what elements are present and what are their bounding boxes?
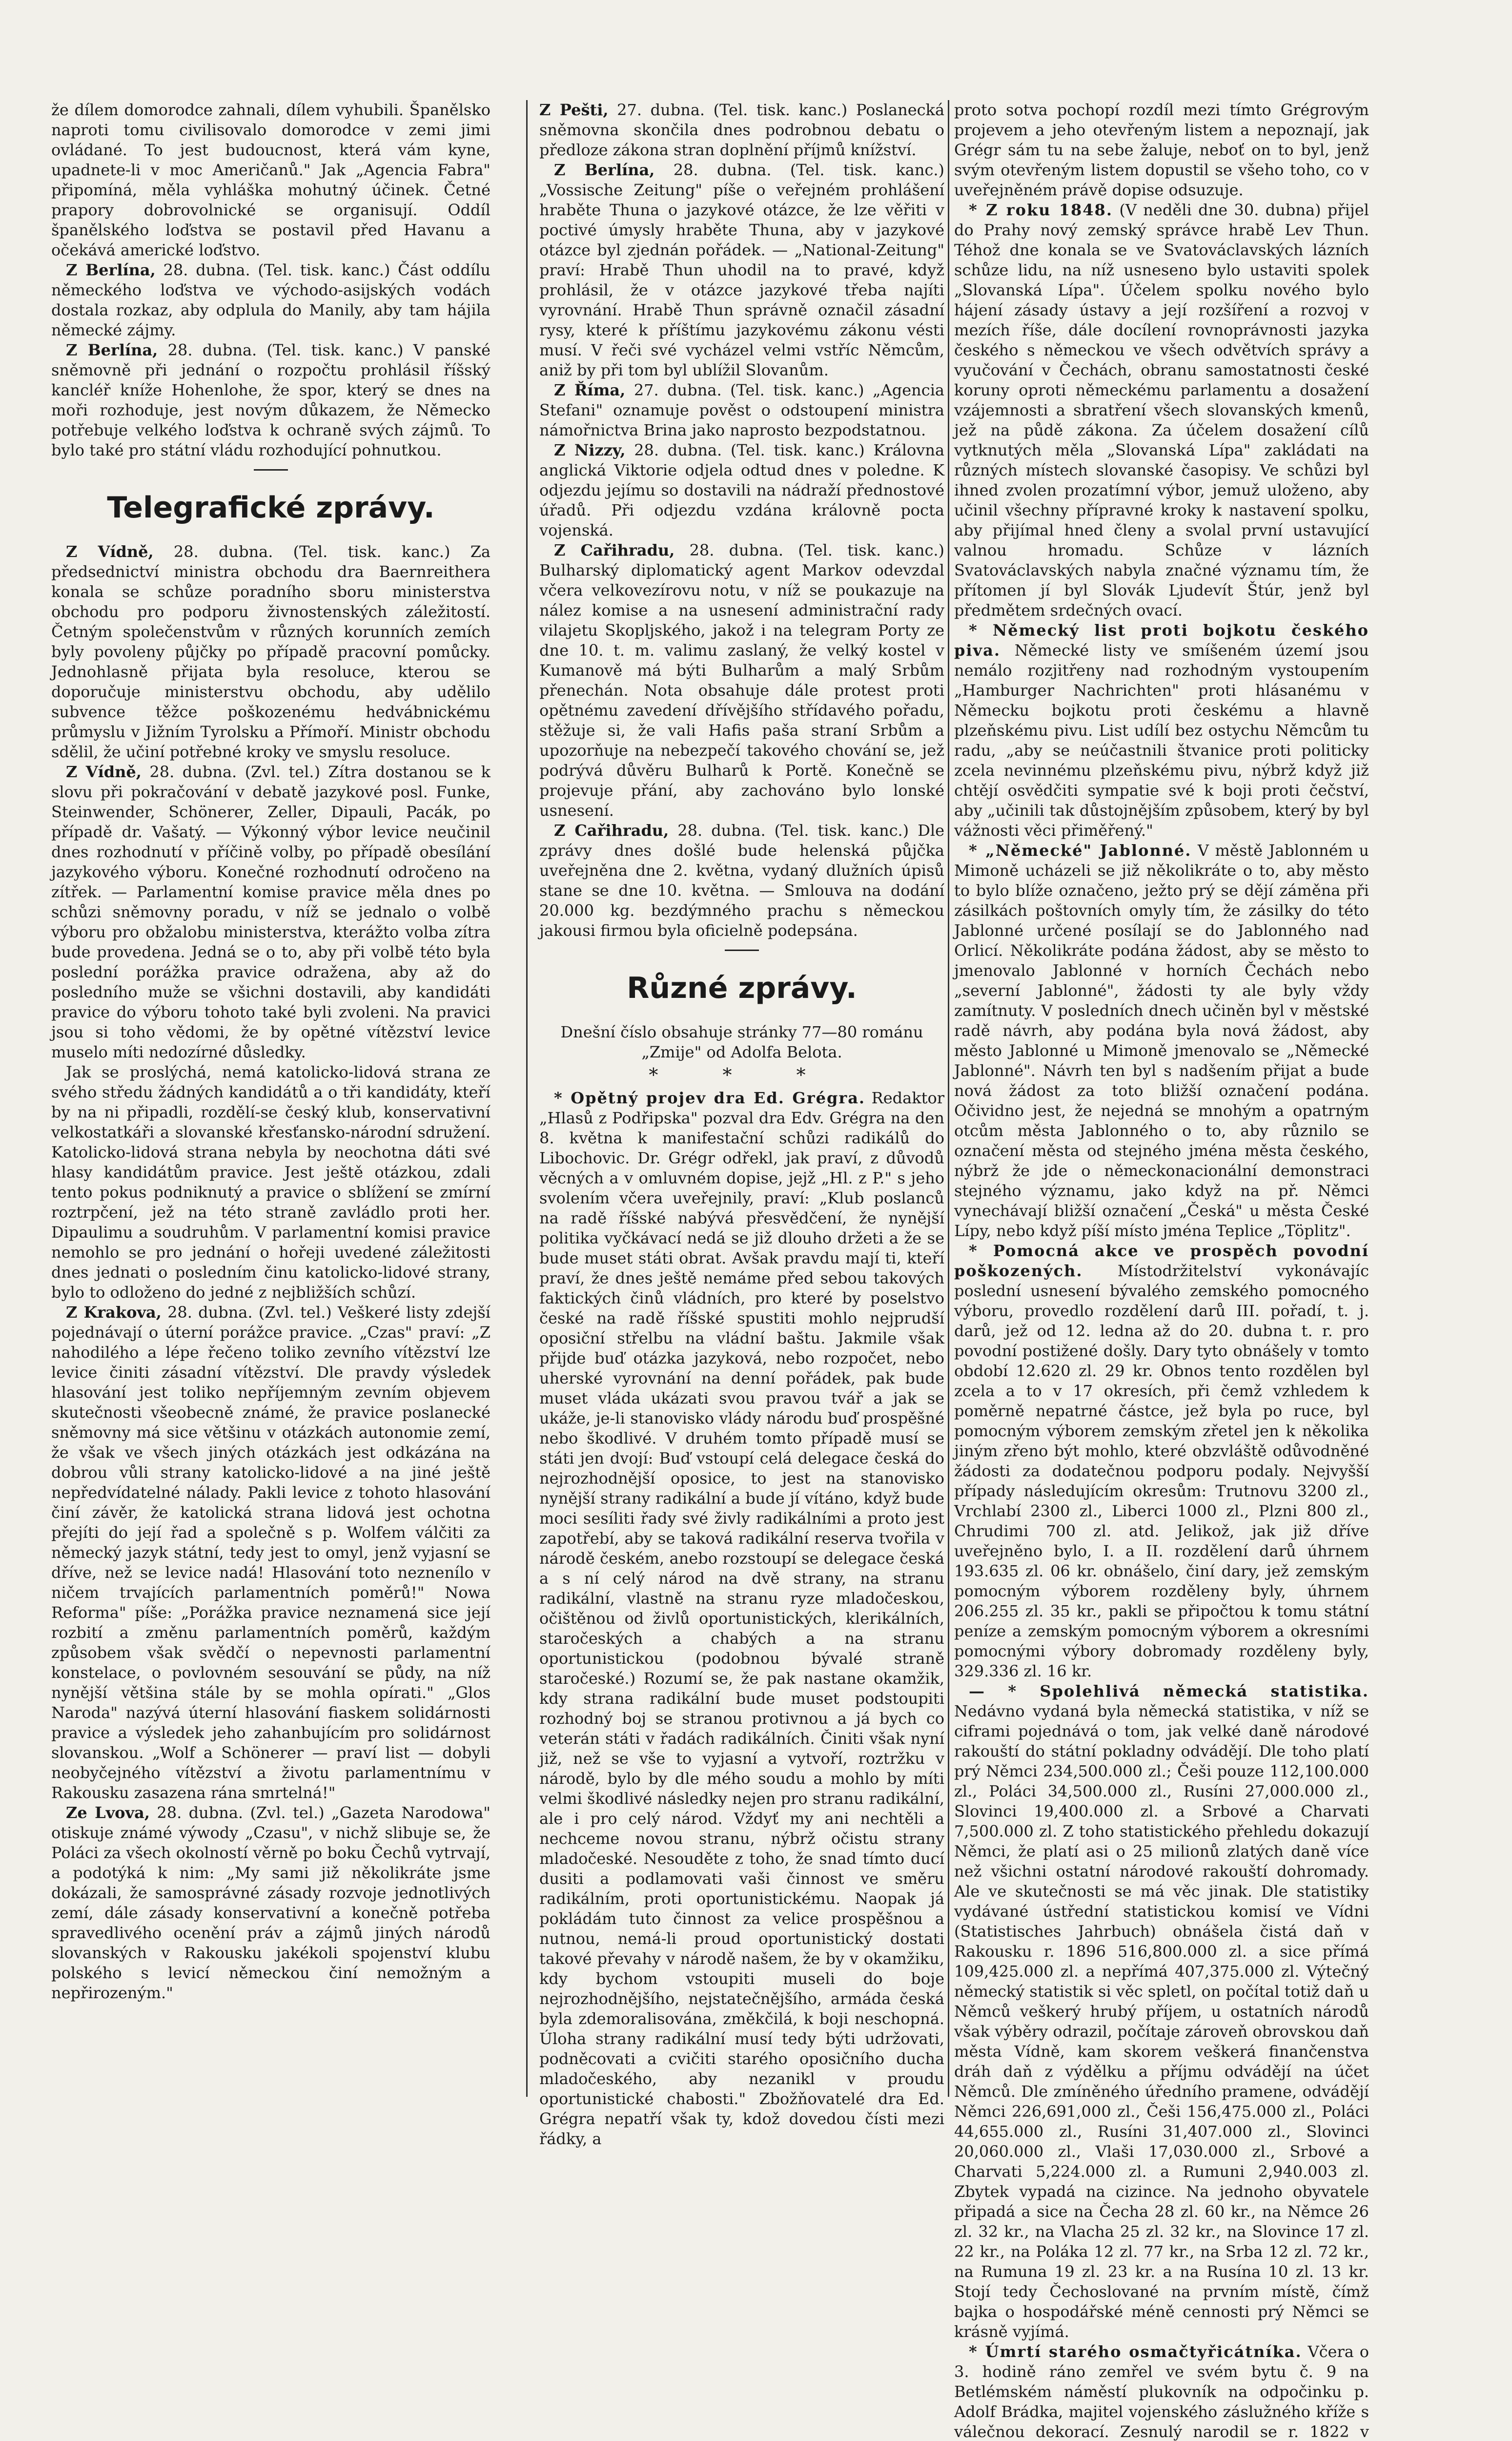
telegram-text: 28. dubna. (Zvl. tel.) „Gazeta Narodowa" otiskuje známé výwody „Czasu", v nichž slibuje se, že Poláci za všech okolností věrně po boku Čechů vytrvají, a podotýká k nim: „My sami již několikráte jsme dokázali, že samosprávné zásady rozvoje jednotlivých zemí, dále zásady konservativní a konečně potřeba spravedlivého ocenění práv a zájmů jiných národů slovanských v Rakousku jakékoli spojenství klubu polského s levicí německou činí nemožným a nepřirozeným." (51, 1803, 491, 2002)
telegram-item (51, 1803, 490, 2003)
news-text: Místodržitelství vykonávajíc poslední usnesení bývalého zemského pomocného výboru, provedlo rozdělení darů III. pořadí, t. j. darů, jež od 12. ledna až do 20. dubna t. r. pro povodní postižené došly. Dary tyto obnášely v tomto období 12.620 zl. 29 kr. Obnos tento rozdělen byl zcela a to v 17 okresích, při čemž vzhledem k poměrně nepatrné částce, jež byla po ruce, byl pomocným výborem zemským zřetel jen k několika jiným zřeno být mohlo, které obzvláště odůvodněné žádosti za dodatečnou podporu podaly. Nejvyšší případy následujícím okresům: Trutnovu 3200 zl., Vrchlabí 2300 zl., Liberci 1000 zl., Plzni 800 zl., Chrudimi 700 zl. atd. Jelikož, jak již dříve uveřejněno bylo, I. a II. rozdělení darů úhrnem 193.635 zl. 06 kr. obnášelo, činí dary, jež zemským pomocným výborem rozděleny byly, úhrnem 206.255 zl. 35 kr., pakli se připočtou k tomu státní peníze a zemským pomocným výborem a okresními pomocnými výbory dobromady rozděleny byly, 329.336 zl. 16 kr. (954, 1262, 1369, 1680)
telegram-item (539, 160, 944, 380)
telegram-item (51, 260, 490, 340)
news-text: Včera o 3. hodině ráno zemřel ve svém bytu č. 9 na Betlémském náměstí plukovník na odpočinku p. Adolf Brádka, majitel vojenského záslužného kříže s válečnou dekorací. Zesnulý narodil se r. 1822 v (954, 2342, 1369, 2441)
news-title: * Z roku 1848. (969, 201, 1113, 219)
telegram-item (539, 540, 944, 821)
telegram-text: 27. dubna. (Tel. tisk. kanc.) „Agencia Stefani" oznamuje pověst o odstoupení ministra námořnictva Brina jako naprosto bezpodstatnou. (539, 381, 945, 439)
telegram-item (51, 340, 490, 460)
news-title: * Německý list proti bojkotu českého piva. (954, 621, 1369, 660)
news-text: Nedávno vydaná byla německá statistika, v níž se ciframi pojednává o tom, jak velké daně národové rakouští do státní pokladny odvádějí. Dle toho platí prý Němci 234,500.000 zl.; Češi pouze 112,100.000 zl., Poláci 34,500.000 zl., Rusíni 27,000.000 zl., Slovinci 19,400.000 zl. a Srbové a Charvati 7,500.000 zl. Z toho statistického přehledu dokazují Němci, že platí asi o 25 milionů zlatých daně více než všichni ostatní národové rakouští dohromady. Ale ve skutečnosti se má věc jinak. Dle statistiky vydávané ústřední statistickou komisí ve Vídni (Statistisches Jahrbuch) obnášela čistá daň v Rakousku r. 1896 516,800.000 zl. a sice přímá 109,425.000 zl. a nepřímá 407,375.000 zl. Výtečný německý statistik si věc spletl, on počítal totiž daň u Němců veškerý hrubý příjem, u ostatních národů však výběry odrazil, počítaje zároveň obrovskou daň města Vídně, kam skorem veškerá finančenstva dráh daň z výdělku a příjmu odvádějí na účet Němců. Dle zmíněného úředního pramene, odvádějí Němci 226,691,000 zl., Češi 156,475.000 zl., Poláci 44,655.000 zl., Rusíni 31,407.000 zl., Slovinci 20,060.000 zl., Vlaši 17,030.000 zl., Srbové a Charvati 5,224.000 zl. a Rumuni 2,940.003 zl. Zbytek vypadá na cizince. Na jednoho obyvatele připadá a sice na Čecha 28 zl. 60 kr., na Němce 26 zl. 32 kr., na Vlacha 25 zl. 32 kr., na Slovince 17 zl. 22 kr., na Poláka 12 zl. 77 kr., na Srba 12 zl. 72 kr., na Rumuna 19 zl. 23 kr. a na Rusína 10 zl. 13 kr. Stojí tedy Čechoslované na prvním místě, čímž bajka o hospodářské méně cennosti prý Němci se krásně vyjímá. (954, 1702, 1369, 2341)
telegram-item (539, 380, 944, 440)
news-title: * Pomocná akce ve prospěch povodní poškozených. (954, 1241, 1369, 1280)
column-rule (526, 100, 528, 2097)
notice-text: Dnešní číslo obsahuje stránky 77—80 románu „Zmije" od Adolfa Belota. (560, 1023, 923, 1061)
news-title: * „Německé" Jablonné. (969, 841, 1192, 860)
news-item (954, 621, 1369, 841)
column-middle (539, 100, 945, 2148)
telegram-item (539, 821, 944, 941)
telegram-item (51, 542, 490, 762)
place-label: Z Berlína, (554, 161, 655, 179)
place-label: Z Berlína, (66, 261, 156, 279)
telegram-item (539, 440, 944, 540)
news-item (954, 841, 1369, 1241)
telegram-text: 27. dubna. (Tel. tisk. kanc.) Poslanecká sněmovna skončila dnes podrobnou debatu o předloze zákona stran doplnění příjmů knížství. (539, 101, 945, 159)
telegram-text: 28. dubna. (Tel. tisk. kanc.) Za předsednictví ministra obchodu dra Baernreithera konala se schůze poradního sboru ministerstva obchodu pro podporu živnostenských záležitostí. Četným společenstvům v různých korunních zemích byly povoleny půjčky po případě pracovní pomůcky. Jednohlasně přijata byla resoluce, kterou se doporučuje ministerstvu obchodu, aby udělilo subvence těžce poškozenému hedvábnickému průmyslu v Jižním Tyrolsku a Přímoří. Ministr obchodu sdělil, že učiní potřebné kroky ve smyslu resoluce. (51, 542, 491, 761)
article-text: Jak se proslýchá, nemá katolicko-lidová strana ze svého středu žádných kandidátů a o tři kandidáty, kteří by na ni připadli, rozdělí-se český klub, konservativní velkostatkáři a slovanské křesťansko-národní sdružení. Katolicko-lidová strana nebyla by neochotna dáti své hlasy kandidátům pravice. Jest ještě otázkou, zdali tento pokus podniknutý a pravice o sblížení se zmírní roztrpčení, jež na této straně zavládlo proti her. Dipaulimu a soudruhům. V parlamentní komisi pravice nemohlo se pro jednání o hořeji uvedené záležitosti dnes jednati o posledním činu katolicko-lidové strany, bylo to odloženo do jedné z nejbližších schůzí. (51, 1063, 490, 1302)
place-label: Z Nizzy, (554, 441, 626, 459)
news-item (539, 1088, 944, 2149)
star-divider: * * * (649, 1064, 835, 1086)
news-item (954, 200, 1369, 621)
article-text: že dílem domorodce zahnali, dílem vyhubili. Španělsko naproti tomu civilisovalo domorodce v zemi jimi ovládané. To jest budoucnost, která vám kyne, upadnete-li v moc Američanů." Jak „Agencia Fabra" připomíná, měla vyhláška mohutný účinek. Četné prapory dobrovolnické se organisují. Oddíl španělského loďstva se postavil před Havanu a očekává americké loďstvo. (51, 101, 490, 259)
telegram-text: 28. dubna. (Tel. tisk. kanc.) Královna anglická Viktorie odjela odtud dnes v poledne. K odjezdu jejímu so dostavili na nádraží přednostové úřadů. Při odjezdu vzdána královně pocta vojenská. (539, 441, 945, 539)
news-title: * Opětný projev dra Ed. Grégra. (554, 1089, 866, 1107)
telegram-item (51, 762, 490, 1062)
telegram-text: 28. dubna. (Zvl. tel.) Veškeré listy zdejší pojednávají o úterní porážce pravice. „Czas" praví: „Z nahodilého a lépe řečeno toliko zevního vítězství lze levice činiti zásadní vítězství. Dle pravdy výsledek hlasování jest toliko nepříjemným zevním objevem skutečnosti všeobecně známé, že pravice poslanecké sněmovny má sice většinu v otázkách autonomie zemí, že však ve všech jiných otázkách jest odkázána na dobrou vůli strany katolicko-lidové a na jiné ještě nepředvídatelné nálady. Pakli levice z tohoto hlasování činí závěr, že katolická strana lidová jest ochotna přejíti do její řad a společně s p. Wolfem válčiti za německý jazyk státní, tedy jest to omyl, jenž vyjasní se dříve, než se levice nadá! Hlasování toto neznenílo v ničem trvajících parlamentních poměrů!" Nowa Reforma" píše: „Porážka pravice neznamená sice její rozbití a změnu parlamentních poměrů, každým způsobem však svědčí o nepevnosti parlamentní konstelace, o povlovném sesouvání se půdy, na níž nynější většina stále by se mohla opírati." „Glos Naroda" nazývá úterní hlasování fiaskem solidárnosti pravice a výsledek jeho zahanbujícím pro solidárnost slovanskou. „Wolf a Schönerer — praví list — dobyli neobyčejného vítězství a životu parlamentnímu v Rakousku zasazena rána smrtelná!" (51, 1303, 491, 1802)
news-text: Redaktor „Hlasů z Podřipska" pozval dra Edv. Grégra na den 8. května k manifestační schůzi radikálů do Libochovic. Dr. Grégr odřekl, jak praví, z důvodů věcných a v omluvném dopise, jejž „Hl. z P." s jeho svolením včera uveřejnily, praví: „Klub poslanců na radě říšské nabývá přesvědčení, že nynější politika vyčkávací nedá se již dlouho držeti a že se bude muset státi obrat. Avšak pravdu mají ti, kteří praví, že dnes ještě nemáme před sebou takových faktických činů vládních, pro které by poselstvo české na radě říšské spustiti mohlo nejprudší oposiční střelbu na vládní baštu. Jakmile však přijde buď otázka jazyková, nebo rozpočet, nebo uherské vyrovnání na denní pořádek, pak bude muset vláda ukázati svou pravou tvář a jak se ukáže, je-li stanovisko vlády národu buď prospěšné nebo škodlivé. V druhém tomto případě musí se státi jen dvojí: Buď vstoupí celá delegace česká do nejrozhodnější oposice, to jest na stanovisko nynější strany radikální a bude jí vítáno, když bude moci sesíliti řady své živly radikálními a proto jest zapotřebí, aby se taková radikální reserva tvořila v národě českém, anebo rozstoupí se delegace česká a s ní celý národ na dvě strany, na stranu radikální, vlastně na stranu ryze mladočeskou, očištěnou od živlů oportunistických, klerikálních, staročeských a chabých a na stranu oportunistickou (podobnou bývalé straně staročeské.) Rozumí se, že pak nastane okamžik, kdy strana radikální bude muset podstoupiti rozhodný boj se stranou protivnou a já bych co veterán státi v řadách radikálních. Činiti však nyní již, než se vše to vyjasní a vytvoří, roztržku v národě, bylo by dle mého soudu a mohlo by míti velmi škodlivé následky nejen pro stranu radikální, ale i pro celý národ. Vždyť my ani nechtěli a nechceme novou stranu, nýbrž očistu strany mladočeské. Nesouděte z toho, že snad tímto ducí dusiti a podlamovati vaši činnost ve směru radikálním, proti oportunistickému. Naopak já pokládám tuto činnost za velice prospěšnou a nutnou, nemá-li proud oportunistický dostati takové převahy v národě našem, že by v okamžiku, kdy bychom vstoupiti museli do boje nejrozhodnějšího, nejstatečnějšího, armáda česká byla zdemoralisována, změkčilá, k boji neschopná. Úloha strany radikální musí tedy býti udržovati, podněcovati a cvičiti starého oposičního ducha mladočeského, aby nezanikl v proudu oportunistické chabosti." Zbožňovatelé dra Ed. Grégra nepatří však ty, kdož dovedou čísti mezi řádky, a (539, 1089, 945, 2148)
news-text: Německé listy ve smíšeném území jsou nemálo rozjitřeny nad rozhodným vystoupením „Hamburger Nachrichten" proti hlásanému v Německu bojkotu proti českému a hlavně plzeňskému pivu. List udílí bez ostychu Němcům tu radu, „aby se neúčastnili štvanice proti politicky zcela nevinnému plzeňskému pivu, nýbrž když již chtějí osvědčiti sympatie své k boji proti čečství, aby „učinili tak důstojnějším způsobem, který by byl vážnosti věci přiměřený." (954, 641, 1369, 840)
news-title: — * Spolehlivá německá statistika. (969, 1682, 1369, 1700)
place-label: Z Krakova, (66, 1303, 162, 1322)
section-heading-news: Různé zprávy. (627, 971, 857, 1005)
place-label: Z Pešti, (539, 101, 609, 119)
column-rule (948, 100, 949, 2097)
place-label: Z Vídně, (66, 763, 142, 781)
place-label: Z Říma, (554, 381, 626, 399)
news-title: * Úmrtí starého osmačtyřicátníka. (969, 2342, 1302, 2361)
telegram-text: 28. dubna. (Zvl. tel.) Zítra dostanou se k slovu při pokračování v debatě jazykové posl. Funke, Steinwender, Schönerer, Zeller, Dipauli, Pacák, po případě dr. Vašatý. — Výkonný výbor levice neučinil dnes rozhodnutí v příčině volby, po případě obesílání jazykového výboru. Konečné rozhodnutí odročeno na zítřek. — Parlamentní komise pravice měla dnes po schůzi sněmovny poradu, v níž se jednalo o volbě výboru pro obžalobu ministerstva, kterážto volba zítra bude provedena. Jedná se o to, aby při volbě této byla poslední porážka pravice odražena, aby až do posledního muže se všichni dostavili, aby kandidáti pravice do výboru tohoto také byli zvoleni. Na pravici jsou si toho vědomi, že by opětné vítězství levice muselo míti nedozírné důsledky. (51, 763, 491, 1061)
telegram-item (539, 100, 944, 160)
telegram-text: 28. dubna. (Tel. tisk. kanc.) Bulharský diplomatický agent Markov odevzdal včera velkovezírovu notu, v níž se poukazuje na nález komise a na usnesení administrační rady vilajetu Skopljského, jakož i na telegram Porty ze dne 10. t. m. valimu zaslaný, že velký kostel v Kumanově má býti Bulharům a malý Srbům přenechán. Nota obsahuje dále protest proti opětnému zavedení dřívějšího střídavého pořadu, stěžuje si, že vali Hafis paša straní Srbům a upozorňuje na nebezpečí takového chování se, jež podrývá důvěru Bulharů k Portě. Konečně se projevuje přání, aby zachováno bylo lonské usnesení. (539, 541, 945, 820)
telegram-text: 28. dubna. (Tel. tisk. kanc.) V panské sněmovně při jednání o rozpočtu prohlásil říšský kancléř kníže Hohenlohe, že spor, který se dnes na moři rozhoduje, jest novým důkazem, že Německo potřebuje velkého loďstva k ochraně svých zájmů. To bylo také pro státní vládu rozhodující pohnutkou. (51, 341, 491, 459)
section-heading-telegrams: Telegrafické zprávy. (107, 491, 435, 525)
news-text: (V neděli dne 30. dubna) přijel do Prahy nový zemský správce hrabě Lev Thun. Téhož dne konala se ve Svatováclavských lázních schůze lidu, na níž usneseno bylo ustaviti spolek „Slovanská Lípa". Účelem spolku nového bylo hájení zásady ústavy a její rozšíření a rozvoj v mezích říše, dále docílení rovnoprávnosti jazyka českého s německou ve všech odvětvích správy a vyučování v Čechách, obranu samostatnosti české koruny oproti německému parlamentu a dosažení vzájemnosti a sbratření všech slovanských kmenů, jež na půdě zákona. Za účelem dosažení cílů vytknutých měla „Slovanská Lípa" zakládati na různých místech slovanské časopisy. Ve schůzi byl ihned zvolen prozatímní výbor, jemuž uloženo, aby učinil všechny přípravné kroky k nastavení spolku, aby přijímal hned členy a svolal první ustavující valnou hromadu. Schůze v lázních Svatováclavských nabyla značné významu tím, že přítomen jí byl Slovák Ljudevít Štúr, jenž byl předmětem srdečných ovací. (954, 201, 1369, 620)
section-divider (725, 950, 759, 951)
news-text: V městě Jablonném u Mimoně ucházeli se již několikráte o to, aby město to bylo blíže označeno, ježto prý se dějí záměna při zásilkách poštovních omyly tím, že zásilky do této Jablonné určené posílají se do Jablonného nad Orlicí. Několikráte podána žádost, aby se město to jmenovalo Jablonné v horních Čechách nebo „severní Jablonné", žádosti ty ale byly vždy zamítnuty. V posledních dnech učiněn byl v městské radě návrh, aby podána byla nová žádost, aby město Jablonné u Mimoně jmenovalo se „Německé Jablonné". Návrh ten byl s nadšením přijat a bude nová žádost za toto bližší označení podána. Očividno jest, že nejedná se mnohým a opatrným otcům města Jablonného o to, aby různilo se označení města od stejného jména města českého, nýbrž že jde o německonacionální demonstraci stejného významu, jako když na př. Němci vynechávají bližší označení „Česká" u města České Lípy, nebo když píší místo jména Teplice „Töplitz". (954, 841, 1369, 1240)
section-divider (254, 469, 288, 471)
telegram-text: 28. dubna. (Tel. tisk. kanc.) Dle zprávy dnes došlé bude helenská půjčka uveřejněna dne 2. května, vydaný dlužních úpisů stane se dne 10. května. — Smlouva na dodání 20.000 kg. bezdýmného prachu s německou jakousi firmou byla oficielně podepsána. (539, 821, 945, 940)
place-label: Ze Lvova, (66, 1803, 150, 1822)
column-right (954, 100, 1369, 2441)
telegram-text: 28. dubna. (Tel. tisk. kanc.) „Vossische Zeitung" píše o veřejném prohlášení hraběte Thuna o jazykové otázce, že lze věřiti v poctivé úmysly hraběte Thuna, aby v jazykové otázce byl zjednán pořádek. — „National-Zeitung" praví: Hrabě Thun uhodil na to pravé, když prohlásil, že v otázce jazykové třeba najíti vyrovnání. Hrabě Thun správně označil zásadní rysy, které k příštímu jazykovému zákonu vésti musí. V řeči své vycházel velmi vstříc Němcům, aniž by při tom byl ublížil Slovanům. (539, 161, 945, 379)
news-item (954, 1681, 1369, 2342)
telegram-item (51, 1303, 490, 1803)
article-text: proto sotva pochopí rozdíl mezi tímto Grégrovým projevem a jeho otevřeným listem a nepoznají, jak Grégr sám tu na sebe žaluje, neboť on to byl, jenž svým otevřeným listem dopustil se všeho toho, co v uveřejněném právě dopise odsuzuje. (954, 101, 1369, 199)
place-label: Z Vídně, (66, 542, 154, 561)
news-item (954, 2342, 1369, 2441)
telegram-text: 28. dubna. (Tel. tisk. kanc.) Část oddílu německého loďstva ve východo-asijských vodách dostala rozkaz, aby odplula do Manily, aby tam hájila německé zájmy. (51, 261, 491, 339)
place-label: Z Berlína, (66, 341, 158, 359)
news-item (954, 1241, 1369, 1681)
place-label: Z Cařihradu, (554, 541, 675, 559)
column-left (51, 100, 490, 2101)
place-label: Z Cařihradu, (554, 821, 669, 840)
